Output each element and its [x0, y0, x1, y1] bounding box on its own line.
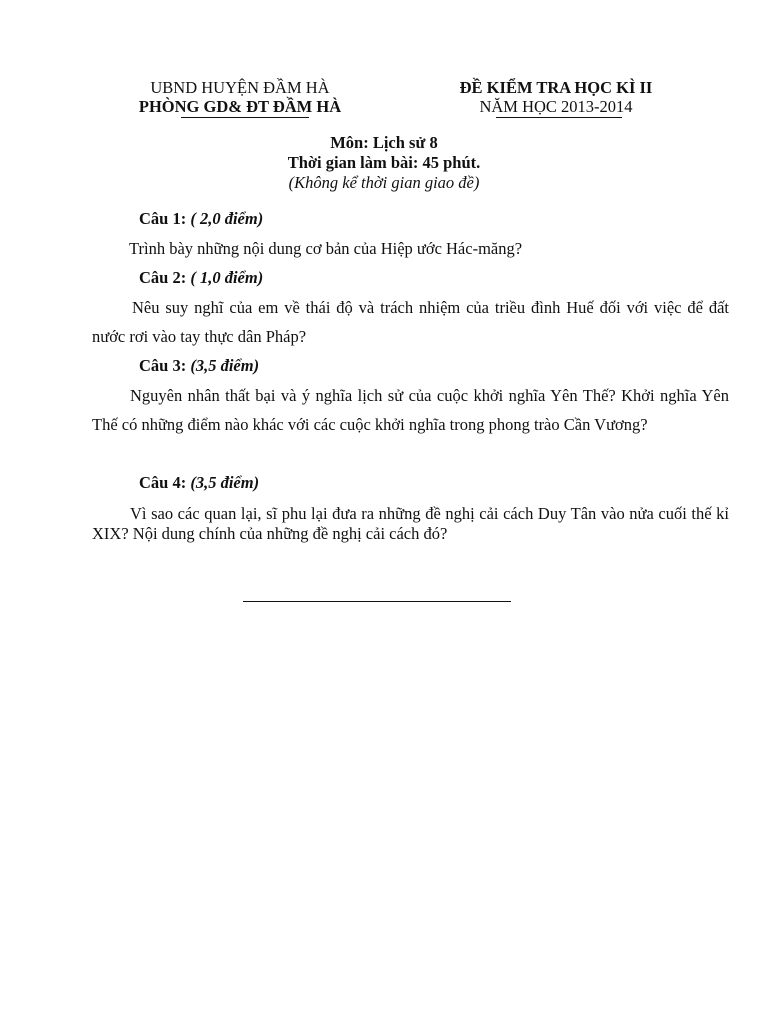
question-points: (3,5 điểm) — [190, 473, 260, 492]
header-left — [130, 78, 350, 116]
question-points: (3,5 điểm) — [190, 356, 260, 375]
question-label: Câu 3: — [139, 356, 187, 375]
exam-info — [0, 133, 768, 193]
question-label: Câu 4: — [139, 473, 187, 492]
education-department: PHÒNG GD& ĐT ĐẦM HÀ — [138, 97, 342, 116]
exam-title: ĐỀ KIỂM TRA HỌC KÌ II — [459, 78, 653, 97]
question-3-text: Nguyên nhân thất bại và ý nghĩa lịch sử của cuộc khởi nghĩa Yên Thế? Khởi nghĩa Yên Thế có những điểm nào khác với các cuộc khởi nghĩa trong phong trào Cần Vương? — [92, 386, 729, 434]
district-committee: UBND HUYỆN ĐẦM HÀ — [150, 78, 330, 97]
question-4-title — [139, 473, 259, 493]
question-3-title — [139, 356, 259, 376]
question-points: ( 1,0 điểm) — [190, 268, 264, 287]
question-label: Câu 2: — [139, 268, 187, 287]
question-points: ( 2,0 điểm) — [190, 209, 264, 228]
question-2-text: Nêu suy nghĩ của em về thái độ và trách nhiệm của triều đình Huế đối với việc để đất nước rơi vào tay thực dân Pháp? — [92, 298, 729, 346]
question-2-title — [139, 268, 263, 288]
header-right-underline — [496, 117, 622, 118]
subject: Môn: Lịch sử 8 — [330, 133, 438, 152]
question-4-text: Vì sao các quan lại, sĩ phu lại đưa ra những đề nghị cải cách Duy Tân vào nửa cuối thế kỉ XIX? Nội dung chính của những đề nghị cải cách đó? — [92, 504, 729, 543]
school-year: NĂM HỌC 2013-2014 — [479, 97, 633, 116]
header-left-underline — [181, 117, 309, 118]
question-1-title — [139, 209, 263, 229]
duration: Thời gian làm bài: 45 phút. — [287, 153, 481, 172]
question-1-text: Trình bày những nội dung cơ bản của Hiệp ước Hác-măng? — [129, 239, 523, 258]
question-label: Câu 1: — [139, 209, 187, 228]
duration-note: (Không kể thời gian giao đề) — [288, 173, 480, 192]
header-right — [430, 78, 682, 116]
end-divider — [243, 601, 511, 602]
